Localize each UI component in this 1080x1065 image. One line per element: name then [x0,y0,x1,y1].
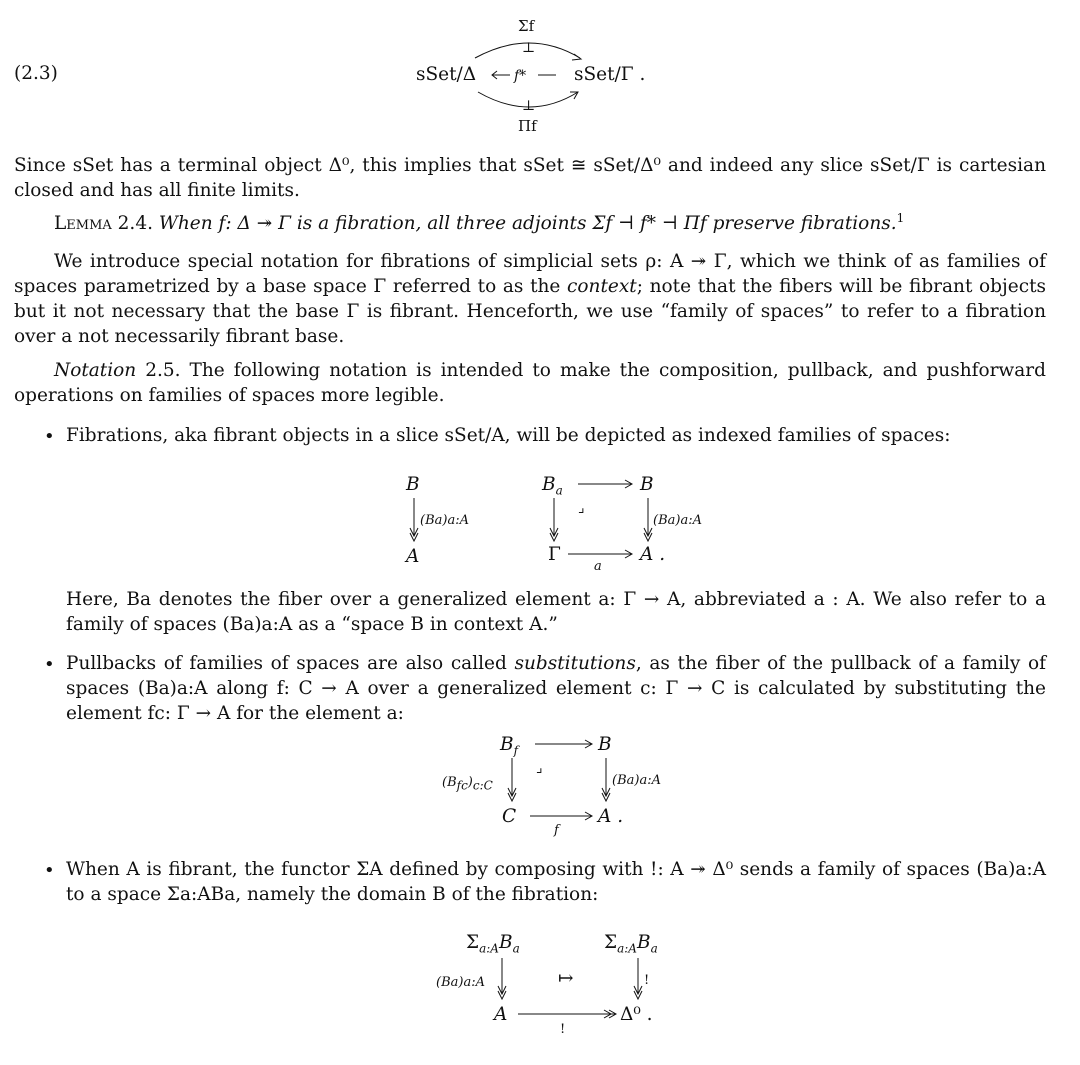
paragraph-terminal-object: Since sSet has a terminal object Δ⁰, this implies that sSet ≅ sSet/Δ⁰ and indeed any slice sSet/Γ is cartesian closed and has all finite limits. [14,155,1046,201]
substitution-right-arrow-label: (Ba)a:A [612,773,661,788]
bullet-2-part2: , as the fiber of the pullback of a family of spaces (Ba)a:A along f: C → A over a generalized element c: Γ → C is calculated by substituting the element fc: Γ → A for the element a: [66,653,1046,724]
bullet-1-marker: • [44,426,55,447]
left-diagram-arrow-label: (Ba)a:A [420,513,469,528]
substitution-bottom-right: A . [598,806,624,827]
fiber-diagram-right-arrow-label: (Ba)a:A [653,513,702,528]
sigma-bottom-arrow-label: ! [560,1022,566,1037]
lemma-2-4 [14,211,1046,236]
fibration-diagram-left [400,470,500,570]
bullet-2-marker: • [44,654,55,675]
bullet-3-marker: • [44,860,55,881]
bottom-adjoint-symbol: ⊥ [522,98,536,114]
bullet-3-text: When A is fibrant, the functor ΣA defined by composing with !: A ↠ Δ⁰ sends a family of spaces (Ba)a:A to a space Σa:ABa, namely the domain B of the fibration: [66,859,1046,905]
sigma-diagram [430,928,690,1038]
sigma-bottom-left: A [494,1004,508,1025]
pullback-corner: ⌟ [578,500,585,516]
fiber-diagram-bottom-right: A . [640,544,666,565]
top-adjoint-symbol: ⊥ [522,40,536,56]
fiber-diagram-bottom-arrow-label: a [594,559,602,574]
equation-number-2-3: (2.3) [14,63,58,84]
notation-2-5 [14,358,1046,408]
intro-text-part2: ; note that the fibers will be fibrant objects but it not necessary that the base Γ is fibrant. Henceforth, we use “family of spaces” to refer to a fibration over a not necessarily fibrant base. [14,276,1047,347]
middle-arrow-label: f* [514,68,527,84]
left-diagram-bottom: A [406,546,420,567]
fiber-diagram-bottom-left: Γ [548,544,561,565]
lemma-heading: Lemma 2.4. [54,213,153,234]
sigma-top-left: $\Sigma_{a:A}B_a$ [466,932,520,956]
substitution-bottom-left: C [502,806,517,827]
maps-to-symbol: ↦ [558,968,574,989]
lemma-text: When f: Δ ↠ Γ is a fibration, all three adjoints Σf ⊣ f* ⊣ Πf preserve fibrations. [158,213,897,234]
fiber-diagram-top-left: $B_a$ [542,474,563,498]
bullet-2-part1: Pullbacks of families of spaces are also called [66,653,515,674]
intro-text-part1: We introduce special notation for fibrations of simplicial sets ρ: A ↠ Γ, which we think of as families of spaces parametrized by a base space Γ referred to as the [14,251,1046,297]
substitution-bottom-arrow-label: f [554,823,559,838]
sigma-right-arrow-label: ! [644,973,650,988]
top-arrow-label: Σf [518,17,535,35]
adjunction-diagram [410,10,650,135]
substitution-pullback-diagram [440,730,700,840]
bottom-arrow-label: Πf [518,117,537,135]
notation-heading: Notation [54,360,137,381]
substitution-top-right: B [598,734,612,755]
sigma-top-right: $\Sigma_{a:A}B_a$ [604,932,658,956]
right-object: sSet/Γ . [574,64,646,85]
left-diagram-top: B [406,474,420,495]
sigma-bottom-right: Δ⁰ . [620,1004,653,1025]
bullet-1-text: Fibrations, aka fibrant objects in a slice sSet/A, will be depicted as indexed families of spaces: [66,425,951,446]
bullet-2-text [66,651,1046,726]
paragraph-families-intro [14,249,1046,349]
notation-number: 2.5. [145,360,181,381]
bullet-2-emphasis: substitutions [514,653,636,674]
bullet-1-explanation: Here, Ba denotes the fiber over a generalized element a: Γ → A, abbreviated a : A. We also refer to a family of spaces (Ba)a:A as a “space B in context A.” [66,589,1046,635]
notation-text: The following notation is intended to make the composition, pullback, and pushforward operations on families of spaces more legible. [14,360,1046,406]
left-object: sSet/Δ [416,64,477,85]
substitution-left-arrow-label: (Bfc)c:C [442,775,493,793]
fiber-diagram-top-right: B [640,474,654,495]
sigma-left-arrow-label: (Ba)a:A [436,975,485,990]
fiber-pullback-diagram [540,470,740,580]
substitution-top-left: $B_f$ [500,734,519,758]
substitution-pullback-corner: ⌟ [536,760,543,776]
footnote-mark: 1 [896,210,905,225]
intro-emphasis: context [567,276,637,297]
